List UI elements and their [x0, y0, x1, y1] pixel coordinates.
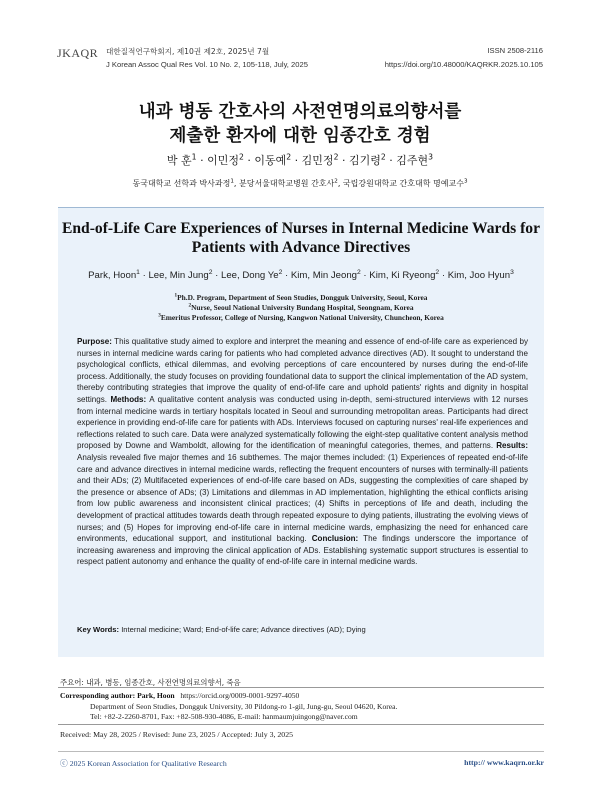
divider [58, 751, 544, 752]
purpose-label: Purpose: [77, 337, 112, 346]
copyright: ⓒ 2025 Korean Association for Qualitative Research [60, 759, 227, 768]
author: 김주현 [396, 154, 429, 167]
english-affiliation-1: $^1$Ph.D. Program, Department of Seon Studies, Dongguk University, Seoul, Korea [174, 292, 428, 302]
korean-keywords: 주요어: 내과, 병동, 임종간호, 사전연명의료의향서, 죽음 [60, 678, 241, 687]
corresponding-contact: Tel: +82-2-2260-8701, Fax: +82-508-930-4086, E-mail: hanmaumjuingong@naver.com [90, 712, 358, 721]
author: 박 훈 [166, 154, 192, 167]
english-affiliation-3: $^3$Emeritus Professor, College of Nursing, Kangwon National University, Chuncheon, Korea [158, 312, 444, 322]
author: 김기령 [348, 154, 381, 167]
divider [58, 724, 544, 725]
journal-info-english: J Korean Assoc Qual Res Vol. 10 No. 2, 105-118, July, 2025 [106, 60, 308, 69]
english-title-line-2: Patients with Advance Directives [191, 239, 411, 256]
website-link[interactable]: http:// www.kaqrn.or.kr [464, 758, 544, 767]
methods-text: A qualitative content analysis was conducted using in-depth, semi-structured interviews with 12 nurses from internal medicine wards in tertiary hospitals located in Seoul and surrounding metropolitan areas. Participants had direct experience in providing end-of-life care for patients with ADs. Interviews focused on capturing nurses' real-life experiences and reflections related to such care. Data were analyzed systematically following the eight-step qualitative content analysis method proposed by Downe and Wamboldt, allowing for the identification of meaningful categories, themes, and patterns. [77, 394, 528, 451]
english-title-line-1: End-of-Life Care Experiences of Nurses in Internal Medicine Wards for [61, 220, 541, 237]
author: 이민정 [207, 154, 239, 167]
purpose-text: This qualitative study aimed to explore and interpret the meaning and essence of end-of-life care as experienced by nurses in internal medicine wards caring for patients who had completed advance directives (AD). It sought to understand the psychological conflicts, ethical dilemmas, and evolving perceptions of care encountered by nurses during the end-of-life process. Additionally, the study focuses on providing foundational data to support the clinical implementation of the AD system, thereby contributing strategies that improve the quality of end-of-life care and uphold patients' rights and dignity in hospital settings. [77, 337, 528, 404]
english-affiliation-2: $^2$Nurse, Seoul National University Bundang Hospital, Seongnam, Korea [188, 302, 414, 312]
english-abstract-box [58, 207, 544, 657]
results-label: Results: [496, 441, 528, 451]
divider [58, 687, 544, 688]
journal-info-korean: 대한질적연구학회지, 제10권 제2호, 2025년 7월 [106, 47, 270, 56]
abstract-text [77, 336, 528, 568]
korean-authors: 박 훈$^1$ · 이민정$^2$ · 이동예$^2$ · 김민정$^2$ · 김기령$^2$ · 김주현$^3$ [166, 152, 434, 167]
conclusion-label: Conclusion: [311, 534, 359, 544]
corresponding-address: Department of Seon Studies, Dongguk University, 30 Pildong-ro 1-gil, Jung-gu, Seoul 04620, Korea. [90, 702, 398, 711]
korean-affiliations: 동국대학교 선학과 박사과정$^1$, 분당서울대학교병원 간호사$^2$, 국립강원대학교 간호대학 명예교수$^3$ [132, 178, 468, 188]
keywords-text: Internal medicine; Ward; End-of-life care; Advance directives (AD); Dying [121, 625, 366, 634]
doi-link[interactable]: https://doi.org/10.48000/KAQRKR.2025.10.105 [384, 60, 543, 69]
methods-label: Methods: [110, 394, 147, 404]
journal-logo: JKAQR [57, 46, 99, 60]
orcid-link[interactable]: https://orcid.org/0009-0001-9297-4050 [180, 691, 300, 700]
issn: ISSN 2508-2116 [487, 46, 543, 55]
author: 김민정 [301, 154, 334, 167]
submission-dates: Received: May 28, 2025 / Revised: June 23, 2025 / Accepted: July 3, 2025 [60, 730, 294, 739]
author: 이동예 [254, 154, 287, 167]
korean-title-line-2: 제출한 환자에 대한 임종간호 경험 [169, 126, 431, 146]
english-authors: Park, Hoon$^1$ · Lee, Min Jung$^2$ · Lee, Dong $Ye^2$ · Kim, Min Jeong$^2$ · Kim, Ki Ryeong$^2$ · Kim, Joo Hyun$^3$ [88, 268, 514, 281]
korean-title-line-1: 내과 병동 간호사의 사전연명의료의향서를 [138, 102, 462, 122]
keywords [77, 625, 528, 634]
results-text: Analysis revealed five major themes and 16 subthemes. The major themes included: (1) Experiences of repeated end-of-life care and advance directives in internal medicine wards, reflecting the frequent encounters of nurses with terminally-ill patients and their ADs; (2) Multifaceted experiences of end-of-life care based on ADs, suggesting the complexities of care shaped by the presence or absence of ADs; (3) Limitations and dilemmas in AD implementation, highlighting the ethical conflicts arising from low public awareness and inconsistent clinical practices; (4) Shifts in perceptions of life and death, including the development of practical attitudes towards death through repeated exposure to dying patients, illustrating the evolving views of nurses; and (5) Hopes for improving end-of-life care in internal medicine wards, emphasizing the need for enhanced care environments, educational support, and institutional backing. [77, 452, 528, 544]
corresponding-author: Corresponding author: Park, Hoon https://orcid.org/0009-0001-9297-4050 [60, 691, 300, 700]
conclusion-text: The findings underscore the importance of increasing awareness and improving the clinical application of ADs. Establishing systematic support structures is essential to respect patient autonomy and enhance the quality of end-of-life care in internal medicine wards. [77, 534, 528, 567]
keywords-label: Key Words: [77, 625, 120, 634]
journal-header [57, 44, 543, 70]
